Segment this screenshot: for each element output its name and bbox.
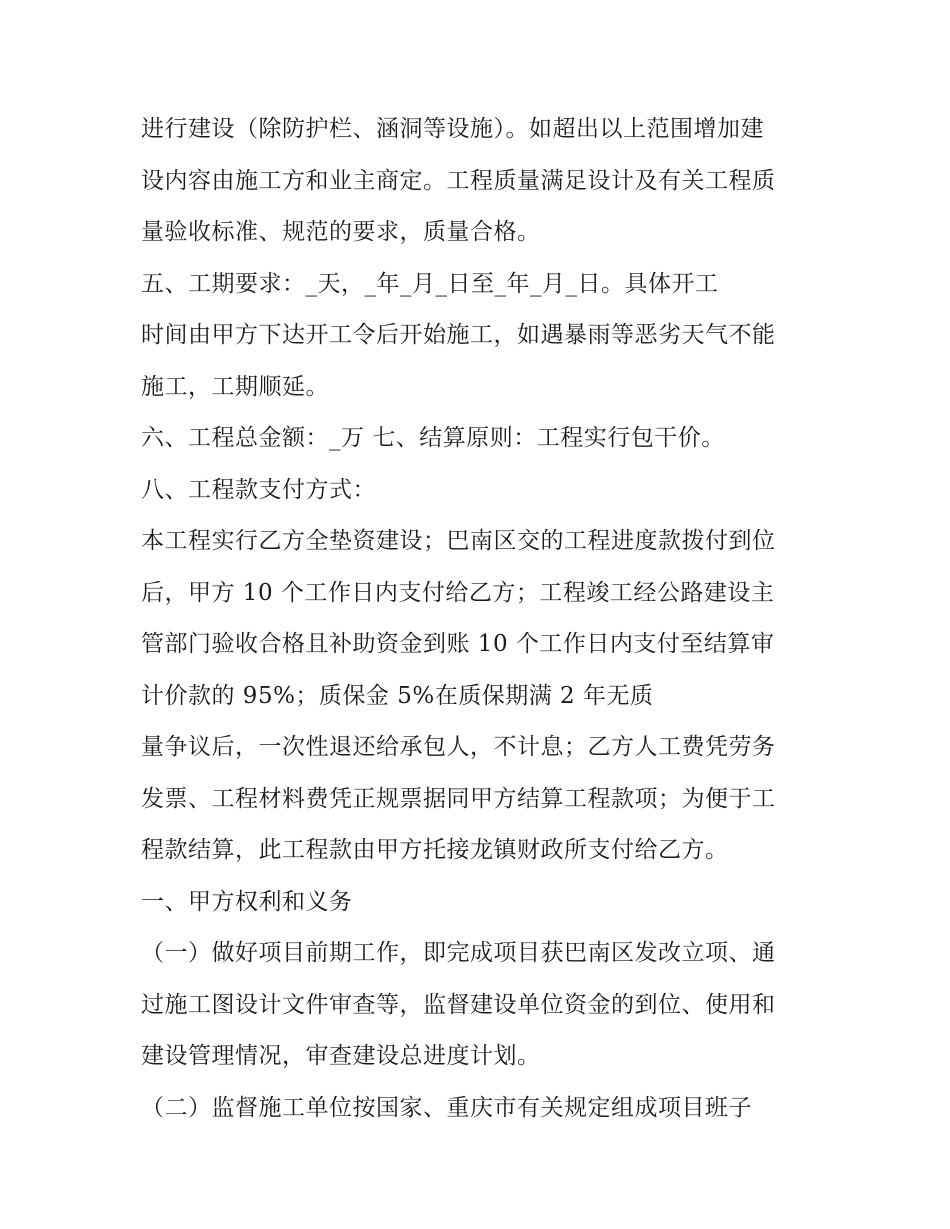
text-line: 六、工程总金额：_万 七、结算原则：工程实行包干价。 [141,425,725,451]
text-line: 后，甲方 10 个工作日内支付给乙方；工程竣工经公路建设主 [141,579,775,606]
section-heading: 一、甲方权利和义务 [141,888,353,915]
text-line: 量争议后，一次性退还给承包人，不计息；乙方人工费凭劳务 [141,734,776,760]
text-line: 发票、工程材料费凭正规票据同甲方结算工程款项；为便于工 [141,785,776,812]
text-line: 建设管理情况，审查建设总进度计划。 [141,1043,541,1069]
text-line: （一）做好项目前期工作，即完成项目获巴南区发改立项、通 [141,940,776,966]
text-line: 管部门验收合格且补助资金到账 10 个工作日内支付至结算审 [141,631,775,657]
text-line: （二）监督施工单位按国家、重庆市有关规定组成项目班子 [141,1094,752,1121]
text-line: 时间由甲方下达开工令后开始施工，如遇暴雨等恶劣天气不能 [141,322,776,348]
section-heading: 八、工程款支付方式： [141,476,376,503]
text-line: 进行建设（除防护栏、涵洞等设施）。如超出以上范围增加建 [141,116,764,142]
text-line: 五、工期要求：_天，_年_月_日至_年_月_日。具体开工 [141,270,719,297]
text-line: 施工，工期顺延。 [141,373,329,400]
text-line: 过施工图设计文件审查等，监督建设单位资金的到位、使用和 [141,991,776,1018]
text-line: 计价款的 95%；质保金 5%在质保期满 2 年无质 [141,682,654,709]
text-line: 程款结算，此工程款由甲方托接龙镇财政所支付给乙方。 [141,837,729,863]
text-line: 量验收标准、规范的要求，质量合格。 [141,219,541,245]
text-line: 设内容由施工方和业主商定。工程质量满足设计及有关工程质 [141,167,776,194]
document-body [141,104,821,1134]
text-line: 本工程实行乙方全垫资建设；巴南区交的工程进度款拨付到位 [141,528,776,554]
